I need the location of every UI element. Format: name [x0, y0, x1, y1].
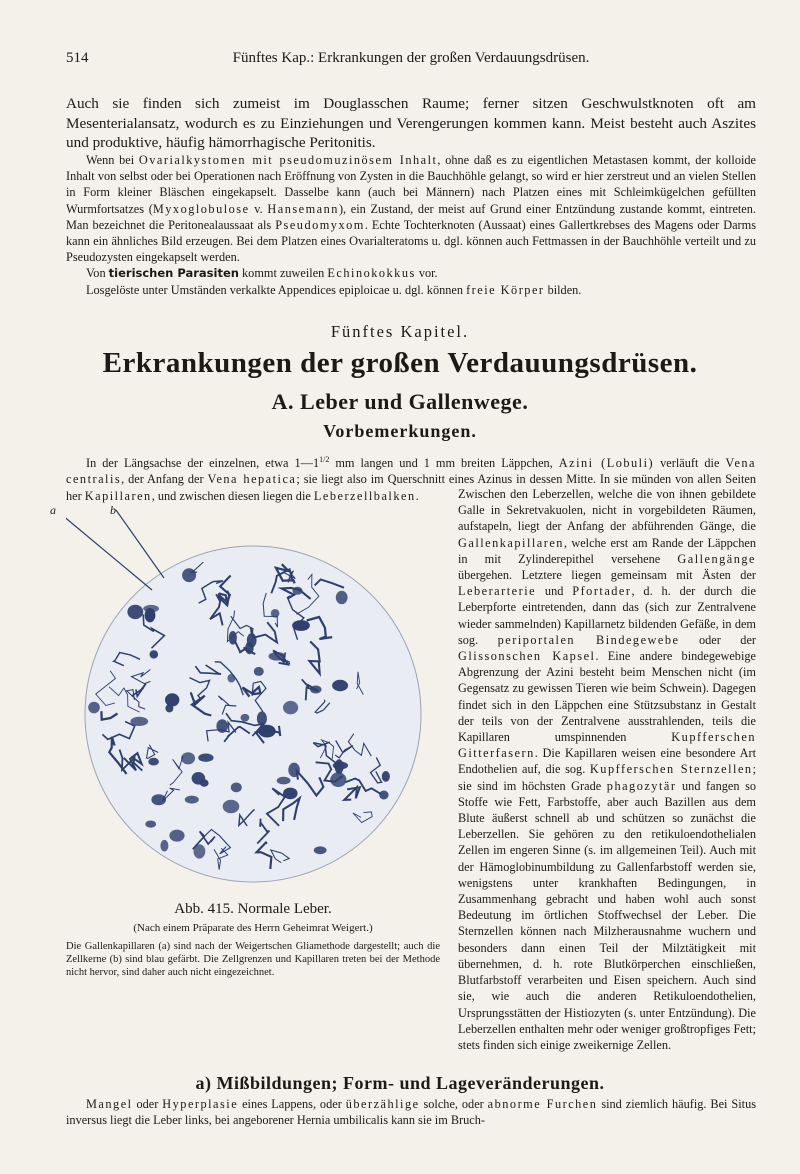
cell-nucleus	[127, 605, 143, 619]
cell-nucleus	[148, 758, 159, 766]
liver-micrograph-figure	[66, 492, 440, 896]
cell-nucleus	[200, 779, 209, 786]
cell-nucleus	[231, 783, 242, 793]
cell-nucleus	[182, 568, 196, 582]
chapter-label: Fünftes Kapitel.	[330, 322, 470, 341]
right-column-text: Zwischen den Leberzellen, welche die von ihnen gebildete Galle in Sekretvakuolen, nicht in vorgebildeten Räumen, aufstapeln, liegt der Anfang der abführenden Gänge, die Gallenkapillaren, welche erst am Rande der Läppchen in mit Zylinderepithel versehene Gallengänge übergehen. Letztere liegen gemeinsam mit Ästen der Leberarterie und Pfortader, d. h. der durch die Leberpforte eintretenden, dann das (sich zur Zentralvene wieder sammelnden) Kapillarnetz bildenden Gefäße, in dem sog. periportalen Bindegewebe oder der Glissonschen Kapsel. Eine andere bindegewebige Abgrenzung der Azini besteht beim Menschen nicht (im Gegensatz zu gewissen Tieren wie beim Schwein). Dagegen findet sich in den Läppchen eine Stützsubstanz in Gestalt der teils von der Zentralvene ausstrahlenden, teils die Kapillaren umspinnenden Kupfferschen Gitterfasern. Die Kapillaren weisen eine besondere Art Endothelien auf, die sog. Kupfferschen Sternzellen; sie sind im höchsten Grade phagozytär und fangen so Stoffe wie Fett, Farbstoffe, aber auch Bazillen aus dem Blute äußerst schnell ab und schützen so zunächst die Leberzellen. Sie gehören zu den retikuloendothelialen Zellen im engeren Sinne (s. im allgemeinen Teil). Auch mit der Hämoglobinumbildung zu Gallenfarbstoff werden sie, wenigstens unter krankhaften Bedingungen, in Zusammenhang gebracht und haben wohl auch sonst Bedeutung im örtlichen Stoffwechsel der Leber. Die Sternzellen können nach Milzherausnahme wuchern und besonders dann einen Teil der Milztätigkeit mit übernehmen, d. h. rote Blutkörperchen einschließen, Blutfarbstoff verarbeiten und Eisen speichern. Auch sind sie, wie auch die anderen Retikuloendothelien, Ursprungsstätten der Histiozyten (s. unter Entzündung). Die Leberzellen enthalten mehr oder weniger großtropfiges Fett; stets finden sich einige zweikernige Zellen.	[458, 487, 757, 1052]
running-title: Fünftes Kap.: Erkrankungen der großen Verdauungsdrüsen.	[232, 50, 590, 66]
intro-paragraph: Auch sie finden sich zumeist im Douglasschen Raume; ferner sitzen Geschwulstknoten oft am Mesenterialansatz, wodurch es zu Einziehungen und Verengerungen kommen kann. Meist besteht auch Aszites und produktive, häufig hämorrhagische Peritonitis.	[66, 95, 756, 151]
cell-nucleus	[229, 631, 237, 645]
figure-label-b: b	[110, 503, 116, 517]
cell-nucleus	[88, 702, 100, 714]
cell-nucleus	[379, 791, 388, 800]
cell-nucleus	[227, 674, 235, 683]
section-a-title: a) Mißbildungen; Form- und Lageveränderungen.	[195, 1073, 605, 1093]
cell-nucleus	[216, 719, 228, 733]
body-paragraph-top: In der Längsachse der einzelnen, etwa $1—1^{1/2}$ mm langen und 1 mm breiten Läppchen, Azini (Lobuli) verläuft die Vena centralis, der Anfang der Vena hepatica; sie liegt also im Querschnitt eines Azinus in dessen Mitte. In sie münden von allen Seiten her Kapillaren, und zwischen diesen liegen die Leberzellbalken.	[66, 455, 757, 503]
bottom-paragraph: Mangel oder Hyperplasie eines Lappens, oder überzählige solche, oder abnorme Furchen sind ziemlich häufig. Bei Situs inversus liegt die Leber links, bei angeborener Hernia umbilicalis kann sie im Bruch-	[66, 1097, 756, 1128]
cell-nucleus	[292, 587, 302, 595]
small-print-block	[66, 152, 756, 298]
cell-nucleus	[143, 605, 159, 612]
cell-nucleus	[332, 680, 348, 691]
running-header	[66, 50, 756, 67]
cell-nucleus	[245, 642, 254, 654]
cell-nucleus	[223, 800, 240, 813]
cell-nucleus	[198, 754, 213, 762]
cell-nucleus	[292, 620, 310, 631]
cell-nucleus	[288, 763, 300, 778]
cell-nucleus	[336, 591, 348, 604]
cell-nucleus	[283, 788, 298, 800]
liver-micrograph-illustration	[66, 492, 440, 896]
cell-nucleus	[254, 667, 264, 676]
cell-nucleus	[382, 771, 390, 782]
cell-nucleus	[314, 846, 327, 854]
pointer-line-a	[66, 510, 152, 590]
cell-nucleus	[165, 693, 179, 706]
cell-nucleus	[169, 830, 184, 842]
cell-nucleus	[145, 821, 156, 828]
cell-nucleus	[185, 796, 199, 804]
figure-caption-description: Die Gallenkapillaren (a) sind nach der Weigertschen Gliamethode dargestellt; auch die Zellkerne (b) sind blau gefärbt. Die Zellgrenzen und Kapillaren treten bei der Methode nicht hervor, sind daher auch nicht eingezeichnet.	[66, 941, 440, 979]
cell-nucleus	[160, 840, 168, 852]
cell-nucleus	[335, 759, 344, 774]
cell-nucleus	[330, 772, 346, 787]
cell-nucleus	[257, 711, 267, 725]
cell-nucleus	[130, 717, 148, 726]
subsection-title: Vorbemerkungen.	[323, 421, 477, 441]
cell-nucleus	[181, 752, 195, 764]
cell-nucleus	[194, 844, 206, 858]
figure-caption-title: Abb. 415. Normale Leber.	[174, 901, 332, 917]
page-number: 514	[66, 50, 89, 66]
figure-caption-source: (Nach einem Präparate des Herrn Geheimrat Weigert.)	[133, 922, 373, 934]
cell-nucleus	[269, 652, 286, 661]
cell-nucleus	[258, 725, 275, 738]
cell-nucleus	[241, 714, 250, 722]
figure-label-a: a	[50, 503, 56, 517]
cell-nucleus	[283, 701, 298, 714]
cell-nucleus	[150, 650, 159, 658]
chapter-title: Erkrankungen der großen Verdauungsdrüsen.	[102, 347, 698, 379]
cell-nucleus	[151, 794, 166, 805]
micrograph-disk	[85, 546, 421, 882]
small-paragraph-2: Von tierischen Parasiten kommt zuweilen Echinokokkus vor.	[86, 266, 438, 281]
small-paragraph-3: Losgelöste unter Umständen verkalkte Appendices epiploicae u. dgl. können freie Körper bilden.	[86, 282, 582, 297]
cell-nucleus	[271, 609, 280, 618]
cell-nucleus	[310, 686, 321, 694]
pointer-line-b	[116, 510, 164, 578]
cell-nucleus	[277, 777, 291, 785]
small-paragraph-1: Wenn bei Ovarialkystomen mit pseudomuzinösem Inhalt, ohne daß es zu eigentlichen Metastasen kommt, der kolloide Inhalt von selbst oder bei Operationen nach Eröffnung von Zysten in die Bauchhöhle gelangt, so wird er hier zerstreut und an vielen Stellen in Form kleiner Bläschen eingekapselt. Dasselbe kann (auch bei Männern) nach Platzen eines mit Schleimkügelchen gefüllten Wurmfortsatzes (Myxoglobulose v. Hansemann), ein Zustand, der meist auf Grund einer Entzündung zustande kommt, eintreten. Man bezeichnet die Peritonealaussaat als Pseudomyxom. Echte Tochterknoten (Aussaat) eines Gallertkrebses des Magens oder Darms kann ein ähnliches Bild erzeugen. Bei dem Platzen eines Ovarialteratoms u. dgl. können auch Fettmassen in der Bauchhöhle verteilt und zu Pseudozysten eingekapselt werden.	[66, 153, 756, 265]
section-title: A. Leber und Gallenwege.	[271, 389, 529, 414]
